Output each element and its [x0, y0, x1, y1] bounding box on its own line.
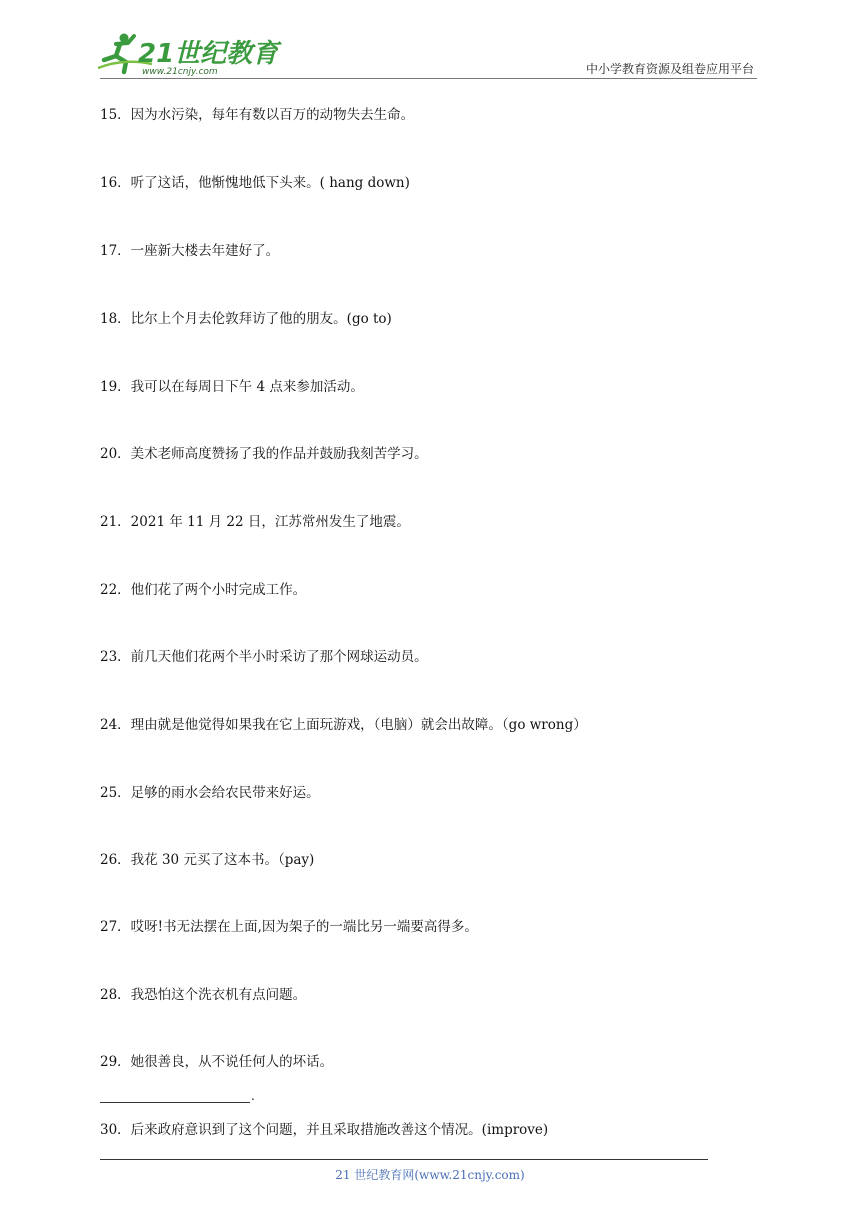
question-22: 22．他们花了两个小时完成工作。 — [100, 582, 307, 598]
footer-divider — [100, 1159, 708, 1160]
page-header — [0, 0, 860, 80]
question-23: 23．前几天他们花两个半小时采访了那个网球运动员。 — [100, 649, 428, 665]
question-19: 19．我可以在每周日下午 4 点来参加活动。 — [100, 379, 364, 395]
answer-blank-line[interactable] — [100, 1090, 250, 1103]
question-18: 18．比尔上个月去伦敦拜访了他的朋友。(go to) — [100, 311, 392, 327]
question-29: 29．她很善良，从不说任何人的坏话。 — [100, 1054, 334, 1070]
runner-logo-icon — [94, 30, 279, 78]
question-25: 25．足够的雨水会给农民带来好运。 — [100, 785, 320, 801]
logo-main-text: 21世纪教育 — [138, 39, 279, 69]
question-17: 17．一座新大楼去年建好了。 — [100, 243, 280, 259]
question-27: 27．哎呀!书无法摆在上面,因为架子的一端比另一端要高得多。 — [100, 919, 478, 935]
header-divider — [100, 78, 757, 79]
question-21: 21．2021 年 11 月 22 日，江苏常州发生了地震。 — [100, 514, 410, 530]
question-24: 24．理由就是他觉得如果我在它上面玩游戏，（电脑）就会出故障。（go wrong） — [100, 717, 587, 733]
question-16: 16．听了这话，他惭愧地低下头来。( hang down) — [100, 175, 410, 191]
question-26: 26．我花 30 元买了这本书。（pay) — [100, 852, 315, 868]
footer-site-link[interactable]: 21 世纪教育网(www.21cnjy.com) — [335, 1168, 525, 1182]
question-20: 20．美术老师高度赞扬了我的作品并鼓励我刻苦学习。 — [100, 446, 428, 462]
question-15: 15．因为水污染，每年有数以百万的动物失去生命。 — [100, 107, 415, 123]
question-30: 30．后来政府意识到了这个问题，并且采取措施改善这个情况。(improve) — [100, 1122, 549, 1138]
question-28: 28．我恐怕这个洗衣机有点问题。 — [100, 987, 307, 1003]
answer-blank-period: . — [251, 1089, 255, 1103]
site-logo[interactable] — [94, 30, 279, 78]
header-platform-text: 中小学教育资源及组卷应用平台 — [585, 62, 754, 76]
logo-sub-text: www.21cnjy.com — [142, 67, 218, 77]
